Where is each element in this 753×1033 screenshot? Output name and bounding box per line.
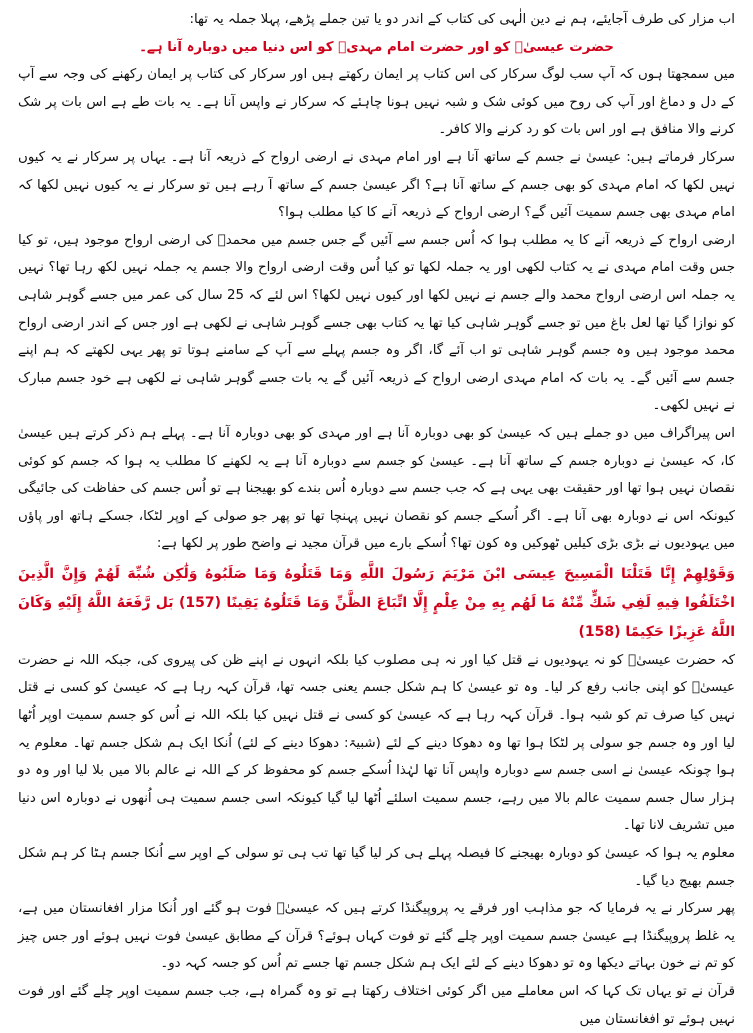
paragraph-quran-disagreement: قرآن نے تو یہاں تک کہا کہ اس معاملے میں اگر کوئی اختلاف رکھتا ہے تو وہ گمراہ ہے، جب جسم سمیت اوپر چلے گئے اور فوت نہیں ہوئے تو افغانستان میں: [18, 984, 735, 1027]
intro-line: اب مزار کی طرف آجایئے، ہم نے دین الٰہی کی کتاب کے اندر دو یا تین جملے پڑھے، پہلا جملہ یہ تھا:: [189, 12, 735, 27]
paragraph-two-sentences: اس پیراگراف میں دو جملے ہیں کہ عیسیٰ کو بھی دوبارہ آنا ہے اور مہدی کو بھی دوبارہ آنا ہے۔ پہلے ہم ذکر کرتے ہیں عیسیٰ کا، کہ عیسیٰ نے دوبارہ جسم کے ساتھ آنا ہے۔ عیسیٰ کو جسم سے دوبارہ آنا ہے یہ لکھنے کا مطلب یہ ہوا کہ جسم کو کوئی نقصان نہیں ہوا تھا اور حقیقت بھی یہی ہے کہ جب جسم سے دوبارہ اُس بندے کو بھیجنا ہے تو اُس جسم کی حفاظت کی جائیگی کیونکہ اس نے دوبارہ بھی آنا ہے۔ اگر اُسکے جسم کو نقصان نہیں پہنچا تھا تو پھر جو صولی کے اوپر لٹکا، جسکے ہاتھ اور پاؤں میں یہودیوں نے بڑی بڑی کیلیں ٹھوکیں وہ کون تھا؟ اُسکے بارے میں قرآن مجید نے واضح طور پر لکھا ہے:: [18, 425, 735, 552]
paragraph-sarkar-says: سرکار فرماتے ہیں: عیسیٰ نے جسم کے ساتھ آنا ہے اور امام مہدی نے ارضی ارواح کے ذریعہ آنا ہے۔ یہاں پر سرکار نے یہ کیوں نہیں لکھا کہ امام مہدی کو بھی جسم کے ساتھ آنا ہے؟ اگر عیسیٰ جسم کے ساتھ آ رہے ہیں تو سرکار نے یہ کیوں نہیں لکھا کہ امام مہدی بھی جسم سمیت آئیں گے؟ ارضی ارواح کے ذریعہ آنے کا کیا مطلب ہوا؟: [18, 149, 735, 221]
paragraph-belief: میں سمجھتا ہوں کہ آپ سب لوگ سرکار کی اس کتاب پر ایمان رکھتے ہیں اور سرکار کی کتاب پر ایمان رکھنے کی وجہ سے آپ کے دل و دماغ اور آپ کی روح میں کوئی شک و شبہ نہیں ہونا چاہئے کہ سرکار نے واپس آنا ہے۔ یہ بات طے ہے اس بات پر شک کرنے والا منافق ہے اور اس بات کو رد کرنے والا کافر۔: [18, 67, 735, 138]
highlight-sentence: حضرت عیسیٰؑ کو اور حضرت امام مہدیؑ کو اس دنیا میں دوبارہ آنا ہے۔: [139, 39, 614, 55]
document-page: [18, 6, 735, 1033]
paragraph-decision: معلوم یہ ہوا کہ عیسیٰ کو دوبارہ بھیجنے کا فیصلہ پہلے ہی کر لیا گیا تھا تب ہی تو سولی کے اوپر سے اُنکا جسم ہٹا کر ہم شکل جسم بھیج دیا گیا۔: [18, 846, 735, 889]
paragraph-arzi-arwah: ارضی ارواح کے ذریعہ آنے کا یہ مطلب ہوا کہ اُس جسم سے آئیں گے جس جسم میں محمدؐ کی ارضی ارواح موجود ہیں، تو کیا جس وقت امام مہدی نے یہ کتاب لکھی اور یہ جملہ لکھا تو کیا اُس وقت ارضی ارواح والا جسم یہ جملہ نہیں لکھ رہا تھا؟ نہیں یہ جملہ اس ارضی ارواح محمد والے جسم نے نہیں لکھا اور کیوں نہیں لکھا؟ اس لئے کہ 25 سال کی عمر میں جسے گوہر شاہی کو نوازا گیا تھا لعل باغ میں تو جسے گوہر شاہی کیا تھا یہ کتاب بھی جسے گوہر شاہی نے لکھی ہے اور جس کے اندر ارضی ارواح محمد موجود ہیں وہ جسم گوہر شاہی تو اب آئے گا، اگر وہ جسم پہلے سے آپ کے سامنے ہوتا تو پھر یہی لکھتے کہ ہم اپنے جسم سے آئیں گے۔ یہ بات کہ امام مہدی ارضی ارواح کے ذریعہ آئیں گے یہ بات جسے گوہر شاہی نے لکھی ہے خود جسم مبارک نے نہیں لکھی۔: [18, 232, 735, 414]
paragraph-verse-explanation: کہ حضرت عیسیٰؑ کو نہ یہودیوں نے قتل کیا اور نہ ہی مصلوب کیا بلکہ انہوں نے اپنے ظن کی پیروی کی، جبکہ اللہ نے حضرت عیسیٰؑ کو اپنی جانب رفع کر لیا۔ وہ تو عیسیٰ کا ہم شکل جسم یعنی جسہ تھا، قرآن کہہ رہا ہے کہ عیسیٰ کو کسی نے قتل نہیں کیا صرف تم کو شبہ ہوا۔ قرآن کہہ رہا ہے کہ عیسیٰ کو کسی نے قتل نہیں کیا بلکہ اللہ نے اُس کو جسم سمیت اوپر اُٹھا لیا اور وہ جسم جو سولی پر لٹکا ہوا تھا وہ دھوکا دینے کے لئے (شبیۃ: دھوکا دینے کے لئے) اُنکا ایک ہم شکل جسم تھا۔ معلوم یہ ہوا چونکہ عیسیٰ نے اسی جسم سے دوبارہ واپس آنا تھا لہٰذا اُسکے جسم کو محفوظ کر کے اللہ نے عالم بالا میں بلا لیا اور وہ دو ہزار سال جسم سمیت عالم بالا میں رہے، جسم سمیت اسلئے اُٹھا لیا گیا کیونکہ اسی جسم سمیت ہی اُنھوں نے دوبارہ اس دنیا میں تشریف لانا تھا۔: [18, 652, 735, 834]
verse-number-157: (157): [178, 594, 221, 611]
quran-verse: [18, 560, 735, 647]
paragraph-propaganda: پھر سرکار نے یہ فرمایا کہ جو مذاہب اور فرقے یہ پروپیگنڈا کرتے ہیں کہ عیسیٰؑ فوت ہو گئے اور اُنکا مزار افغانستان میں ہے، یہ غلط پروپیگنڈا ہے عیسیٰ جسم سمیت اوپر چلے گئے تو فوت کہاں ہوئے؟ قرآن کے مطابق عیسیٰ فوت نہیں ہوئے اور جس چیز کو تم نے خون بہاتے دیکھا وہ تو دھوکا دینے کے لئے ایک ہم شکل جسم تھا جسے تم اُس کو جسہ کہہ دو۔: [18, 901, 735, 972]
verse-number-158: (158): [578, 623, 621, 640]
verse-text-158: بَل رَّفَعَهُ اللَّهُ إِلَيْهِ وَكَانَ اللَّهُ عَزِيزًا حَكِيمًا: [18, 594, 735, 640]
verse-text-157: وَقَوْلِهِمْ إِنَّا قَتَلْنَا الْمَسِيحَ عِيسَى ابْنَ مَرْيَمَ رَسُولَ اللَّهِ وَمَا قَتَلُوهُ وَمَا صَلَبُوهُ وَلَٰكِن شُبِّهَ لَهُمْ وَإِنَّ الَّذِينَ اخْتَلَفُوا فِيهِ لَفِي شَكٍّ مِّنْهُ مَا لَهُم بِهِ مِنْ عِلْمٍ إِلَّا اتِّبَاعَ الظَّنِّ وَمَا قَتَلُوهُ يَقِينًا: [18, 565, 735, 611]
